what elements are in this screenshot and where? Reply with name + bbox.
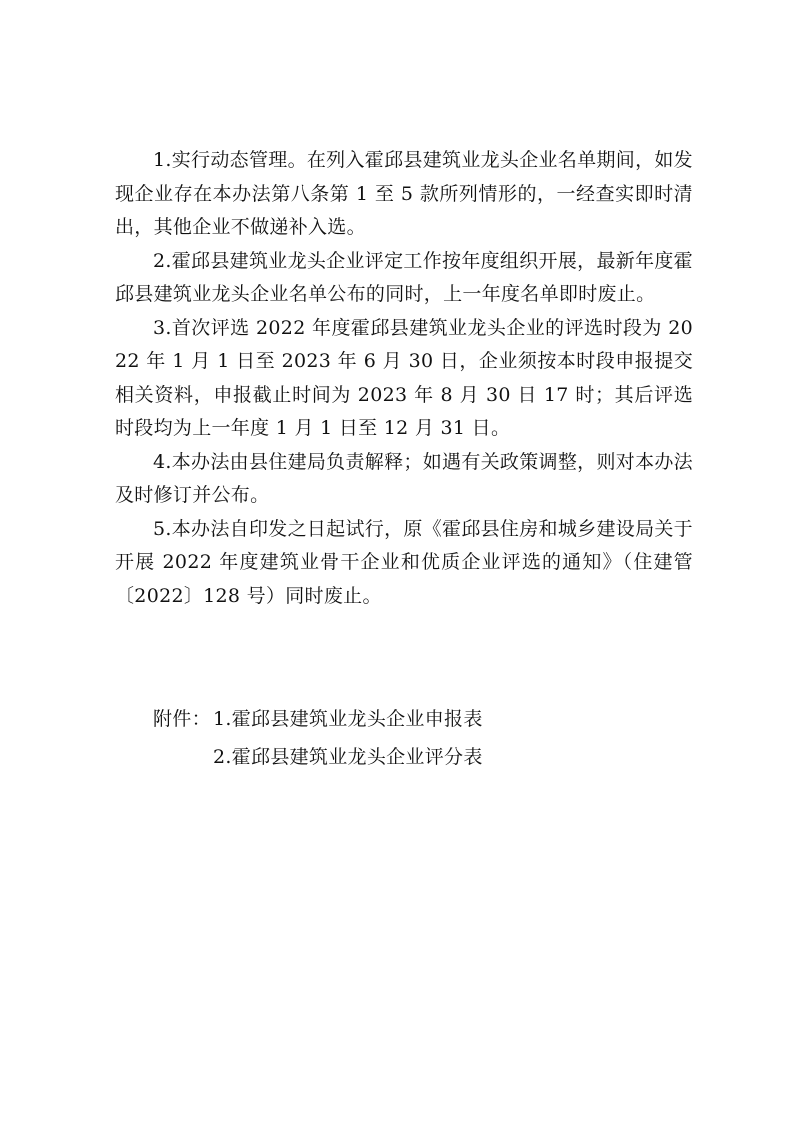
attachment-row bbox=[153, 738, 693, 776]
attachments-label-spacer bbox=[153, 738, 213, 776]
paragraph-1: 1.实行动态管理。在列入霍邱县建筑业龙头企业名单期间，如发现企业存在本办法第八条第 1 至 5 款所列情形的，一经查实即时清出，其他企业不做递补入选。 bbox=[115, 149, 693, 238]
attachment-item: 2.霍邱县建筑业龙头企业评分表 bbox=[213, 746, 483, 768]
document-body bbox=[115, 144, 693, 613]
attachment-row bbox=[153, 700, 693, 738]
paragraph-5: 5.本办法自印发之日起试行，原《霍邱县住房和城乡建设局关于开展 2022 年度建筑业骨干企业和优质企业评选的通知》（住建管〔2022〕128 号）同时废止。 bbox=[115, 517, 693, 607]
paragraph-2: 2.霍邱县建筑业龙头企业评定工作按年度组织开展，最新年度霍邱县建筑业龙头企业名单公布的同时，上一年度名单即时废止。 bbox=[115, 249, 693, 305]
paragraph-4: 4.本办法由县住建局负责解释；如遇有关政策调整，则对本办法及时修订并公布。 bbox=[115, 450, 693, 506]
attachments-label: 附件： bbox=[153, 708, 211, 730]
attachment-item: 1.霍邱县建筑业龙头企业申报表 bbox=[213, 708, 483, 730]
attachments-section bbox=[153, 700, 693, 776]
paragraph-3: 3.首次评选 2022 年度霍邱县建筑业龙头企业的评选时段为 2022 年 1 月 1 日至 2023 年 6 月 30 日，企业须按本时段申报提交相关资料，申报截止时间为 2023 年 8 月 30 日 17 时；其后评选时段均为上一年度 1 月 1 日至 12 月 31 日。 bbox=[115, 316, 693, 439]
